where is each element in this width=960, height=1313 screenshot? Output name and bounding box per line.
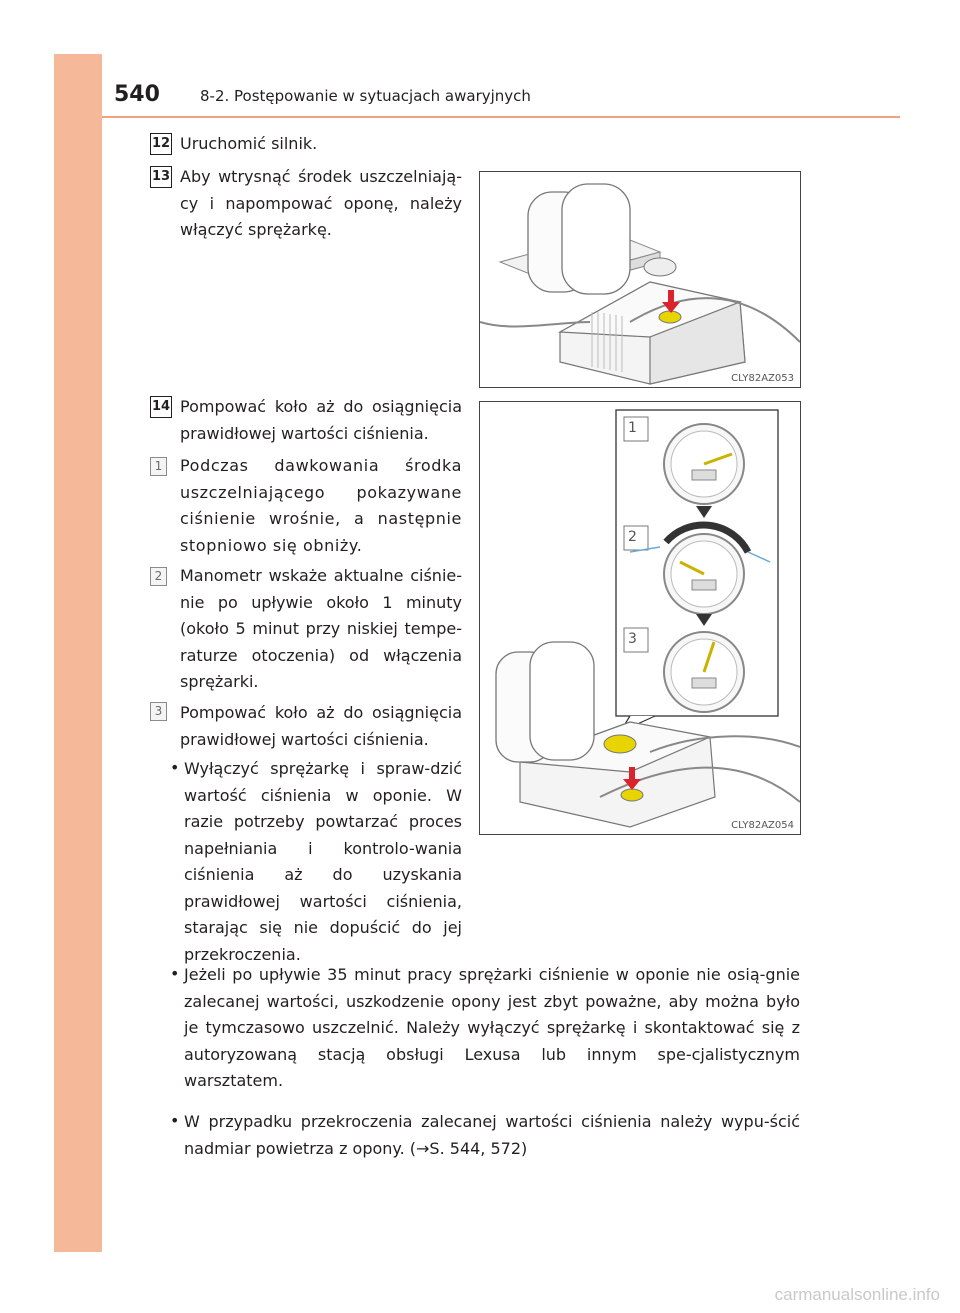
bullet-symbol: • (170, 964, 180, 983)
page-number: 540 (114, 82, 160, 107)
step-badge-12: 12 (150, 133, 172, 155)
substep-text-1: Podczas dawkowania środka uszczelniającego pokazywane ciśnienie wrośnie, a następnie stopniowo się obniży. (180, 456, 462, 555)
substep-badge-2: 2 (150, 567, 167, 586)
footer-watermark: carmanualsonline.info (774, 1285, 940, 1304)
gauge-label-1: 1 (628, 420, 637, 436)
gauge-illustration (480, 402, 800, 834)
substep-badge-3: 3 (150, 702, 167, 721)
gauge-label-2: 2 (628, 529, 637, 545)
substep-badge-1: 1 (150, 457, 167, 476)
chapter-title: 8-2. Postępowanie w sytuacjach awaryjnych (200, 87, 531, 105)
gauge-label-3: 3 (628, 631, 637, 647)
step-text-14: Pompować koło aż do osiągnięcia prawidłowej wartości ciśnienia. (180, 397, 462, 443)
bullet-text-1: Wyłączyć sprężarkę i spraw-dzić wartość ciśnienia w oponie. W razie potrzeby powtarzać proces napełniania i kontrolo-wania ciśnienia aż do uzyskania prawidłowej wartości ciśnienia, starając się nie dopuścić do jej przekroczenia. (184, 759, 462, 964)
substep-text-2: Manometr wskaże aktualne ciśnie-nie po upływie około 1 minuty (około 5 minut przy niskiej tempe-raturze otoczenia) od włączenia sprężarki. (180, 566, 462, 691)
bullet-text-3: W przypadku przekroczenia zalecanej wartości ciśnienia należy wypu-ścić nadmiar powietrza z opony. (→S. 544, 572) (184, 1112, 800, 1158)
figure-code: CLY82AZ053 (731, 373, 794, 384)
step-text-13: Aby wtrysnąć środek uszczelniają-cy i napompować oponę, należy włączyć sprężarkę. (180, 167, 462, 239)
figure-compressor (479, 171, 801, 388)
bullet-symbol: • (170, 758, 180, 777)
compressor-illustration (480, 172, 800, 387)
step-text-12: Uruchomić silnik. (180, 134, 318, 153)
page-header (102, 78, 900, 118)
step-badge-13: 13 (150, 166, 172, 188)
substep-text-3: Pompować koło aż do osiągnięcia prawidłowej wartości ciśnienia. (180, 703, 462, 749)
bullet-text-2: Jeżeli po upływie 35 minut pracy sprężarki ciśnienie w oponie nie osią-gnie zalecanej wartości, uszkodzenie opony jest zbyt poważne, aby można było je tymczasowo uszczelnić. Należy wyłączyć sprężarkę i skontaktować się z autoryzowaną stacją obsługi Lexusa lub innym spe-cjalistycznym warsztatem. (184, 965, 800, 1090)
figure-pressure-gauge (479, 401, 801, 835)
figure-code: CLY82AZ054 (731, 820, 794, 831)
step-badge-14: 14 (150, 396, 172, 418)
bullet-symbol: • (170, 1111, 180, 1130)
side-color-band (54, 54, 102, 1252)
